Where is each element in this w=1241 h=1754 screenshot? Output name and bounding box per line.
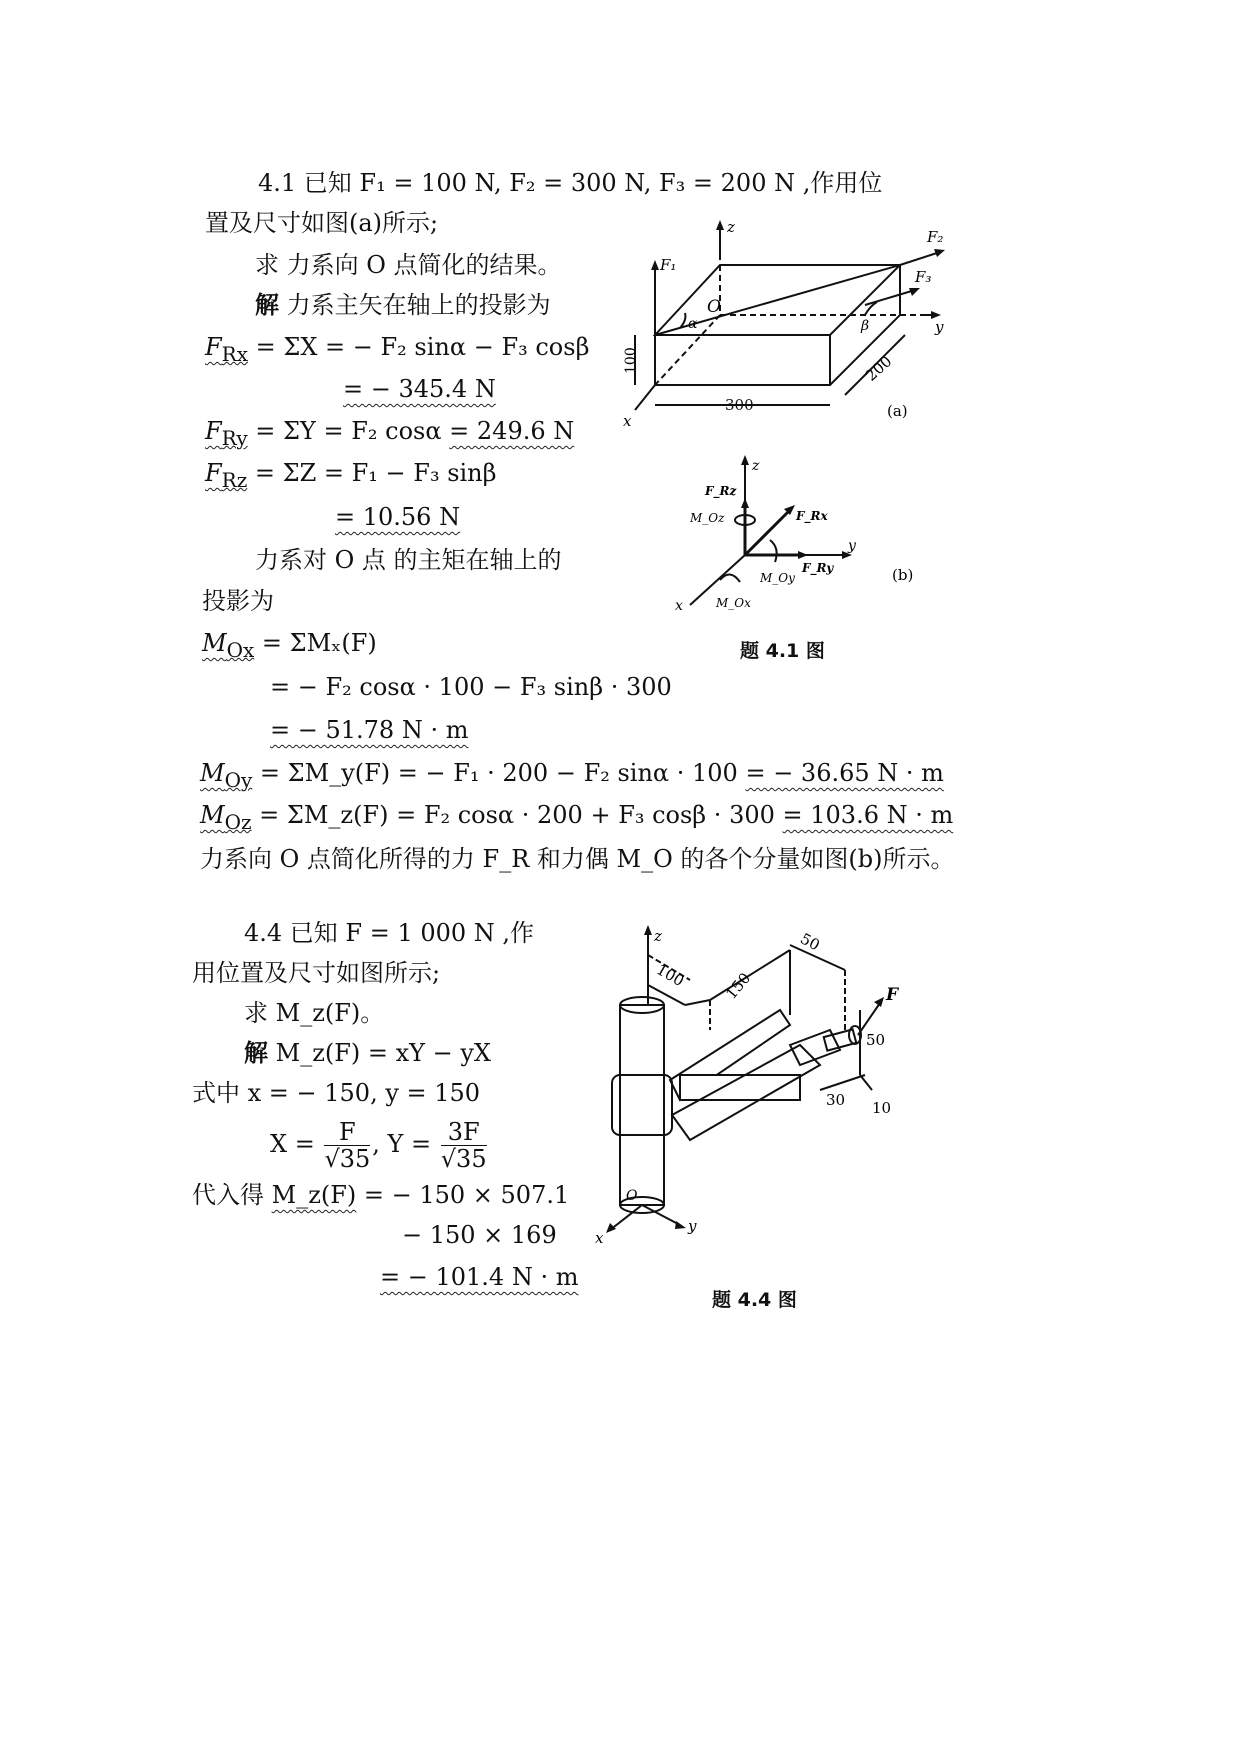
fig44-x-label: x: [595, 1229, 604, 1245]
fry-result: = 249.6 N: [449, 417, 575, 445]
frx-label: F_Rx: [796, 509, 828, 523]
b-x-label: x: [675, 598, 683, 614]
mz-symbol: M_z(F): [271, 1181, 357, 1209]
figure-4-4: [590, 925, 925, 1245]
dim-50-right: 50: [866, 1031, 886, 1049]
frx-result: = − 345.4 N: [343, 375, 496, 403]
moment-intro-2: 投影为: [202, 587, 274, 615]
fraction-y: $\frac{3F}{√35}$: [440, 1118, 487, 1173]
dim-30: 30: [826, 1091, 846, 1109]
fig44-origin-label: O: [626, 1188, 638, 1204]
p41-line2: 置及尺寸如图(a)所示;: [205, 209, 439, 237]
fig44-z-label: z: [654, 927, 662, 945]
mox-symbol: $M_{Ox}$: [202, 629, 255, 662]
p44-ask-label: 求: [244, 999, 268, 1027]
b-y-label: y: [848, 538, 856, 554]
dim-100-label: 100: [623, 347, 639, 374]
moz-result: = 103.6 N · m: [782, 801, 954, 829]
moz-symbol: $M_{Oz}$: [200, 801, 252, 834]
frz-label: F_Rz: [705, 484, 737, 498]
mox-expansion: = − F₂ cosα · 100 − F₃ sinβ · 300: [270, 673, 672, 701]
p44-solution-text: M_z(F) = xY − yX: [268, 1039, 491, 1067]
figure-4-1-caption: 题 4.1 图: [740, 640, 825, 662]
solution-text: 力系主矢在轴上的投影为: [279, 291, 551, 319]
dim-150-line: [710, 950, 790, 1000]
p41-line3: 求 力系向 O 点简化的结果。: [255, 251, 562, 279]
p44-line3: [244, 998, 384, 1028]
mox-equation: [202, 628, 377, 665]
fig-a-z-label: z: [727, 218, 735, 236]
p44-line7: [192, 1180, 569, 1210]
fig-a-x-label: x: [623, 412, 632, 430]
p41-conclusion: 力系向 O 点简化所得的力 F_R 和力偶 M_O 的各个分量如图(b)所示。: [200, 845, 955, 873]
figure-4-1b: [660, 450, 935, 615]
fig-a-origin-label: O: [707, 297, 721, 317]
moz-equation: [200, 800, 953, 837]
p44-result: = − 101.4 N · m: [380, 1263, 579, 1291]
crank-pin: [824, 1029, 857, 1050]
frz-equation: [205, 458, 497, 495]
p44-line2: 用位置及尺寸如图所示;: [192, 959, 441, 987]
fraction-x: $\frac{F}{√35}$: [324, 1118, 371, 1173]
alpha-label: α: [688, 316, 698, 332]
p44-line4: [244, 1038, 491, 1068]
f2-label: F₂: [927, 228, 944, 246]
b-z-label: z: [752, 458, 760, 474]
substitute-rhs: = − 150 × 507.1: [356, 1181, 570, 1209]
moy-mid: = ΣM_y(F) = − F₁ · 200 − F₂ sinα · 100: [252, 759, 746, 787]
dim-50-line: [790, 945, 845, 970]
figure-4-1a: [615, 210, 955, 435]
f1-label: F₁: [660, 256, 677, 274]
f3-label: F₃: [915, 268, 932, 286]
substitute-label: 代入得: [192, 1181, 272, 1209]
x-axis: [635, 385, 655, 410]
mox-rhs: = ΣMₓ(F): [254, 629, 377, 657]
p41-line1: 4.1 已知 F₁ = 100 N, F₂ = 300 N, F₃ = 200 N ,作用位: [258, 169, 883, 197]
p44-line5: 式中 x = − 150, y = 150: [192, 1079, 481, 1107]
fig-a-caption-label: (a): [887, 402, 908, 420]
x-component-label: X =: [270, 1130, 323, 1158]
frx-rhs: = ΣX = − F₂ sinα − F₃ cosβ: [248, 333, 590, 361]
dim-50-top: 50: [797, 929, 823, 955]
x-axis-4-4: [610, 1205, 642, 1230]
frz-symbol: $F_{Rz}$: [205, 459, 248, 492]
dim-200-label: 200: [862, 352, 896, 385]
moz-mid: = ΣM_z(F) = F₂ cosα · 200 + F₃ cosβ · 300: [251, 801, 783, 829]
moz-label: M_Oz: [690, 511, 725, 525]
y-component-label: , Y =: [372, 1130, 439, 1158]
moy-arc: [770, 540, 777, 562]
vertical-shaft: [620, 1005, 664, 1205]
fry-label: F_Ry: [802, 561, 834, 575]
fry-equation: [205, 416, 574, 453]
frz-rhs: = ΣZ = F₁ − F₃ sinβ: [247, 459, 497, 487]
fig-b-caption-label: (b): [892, 566, 914, 584]
beta-label: β: [861, 318, 870, 334]
frx-equation: [205, 332, 589, 369]
frx-symbol: $F_{Rx}$: [205, 333, 248, 366]
p44-fractions: [270, 1116, 489, 1172]
dim-100-4-4: 100: [653, 960, 688, 991]
fig-a-y-label: y: [935, 318, 944, 336]
moy-label: M_Oy: [760, 571, 795, 585]
fig44-y-label: y: [688, 1217, 697, 1235]
dim-150-4-4: 150: [722, 969, 755, 1003]
moy-result: = − 36.65 N · m: [745, 759, 944, 787]
fry-symbol: $F_{Ry}$: [205, 417, 248, 450]
moy-equation: [200, 758, 944, 795]
dim-10: 10: [872, 1099, 892, 1117]
mox-result: = − 51.78 N · m: [270, 716, 469, 744]
dim-300-label: 300: [725, 396, 754, 414]
moy-symbol: $M_{Oy}$: [200, 759, 253, 792]
moment-intro: 力系对 O 点 的主矩在轴上的: [255, 546, 562, 574]
p44-line1: 4.4 已知 F = 1 000 N ,作: [244, 919, 535, 947]
fig44-f-label: F: [886, 985, 899, 1005]
p44-solution-label: 解: [244, 1038, 268, 1067]
frz-result: = 10.56 N: [335, 503, 461, 531]
fry-mid: = ΣY = F₂ cosα: [247, 417, 450, 445]
mox-label: M_Ox: [716, 596, 751, 610]
f2-arrow: [900, 252, 940, 265]
p44-ask-text: M_z(F)。: [268, 999, 385, 1027]
p44-line8: − 150 × 169: [402, 1221, 557, 1249]
solution-label: 解: [255, 290, 279, 319]
figure-4-4-caption: 题 4.4 图: [712, 1289, 797, 1311]
p41-line4: [255, 290, 551, 320]
